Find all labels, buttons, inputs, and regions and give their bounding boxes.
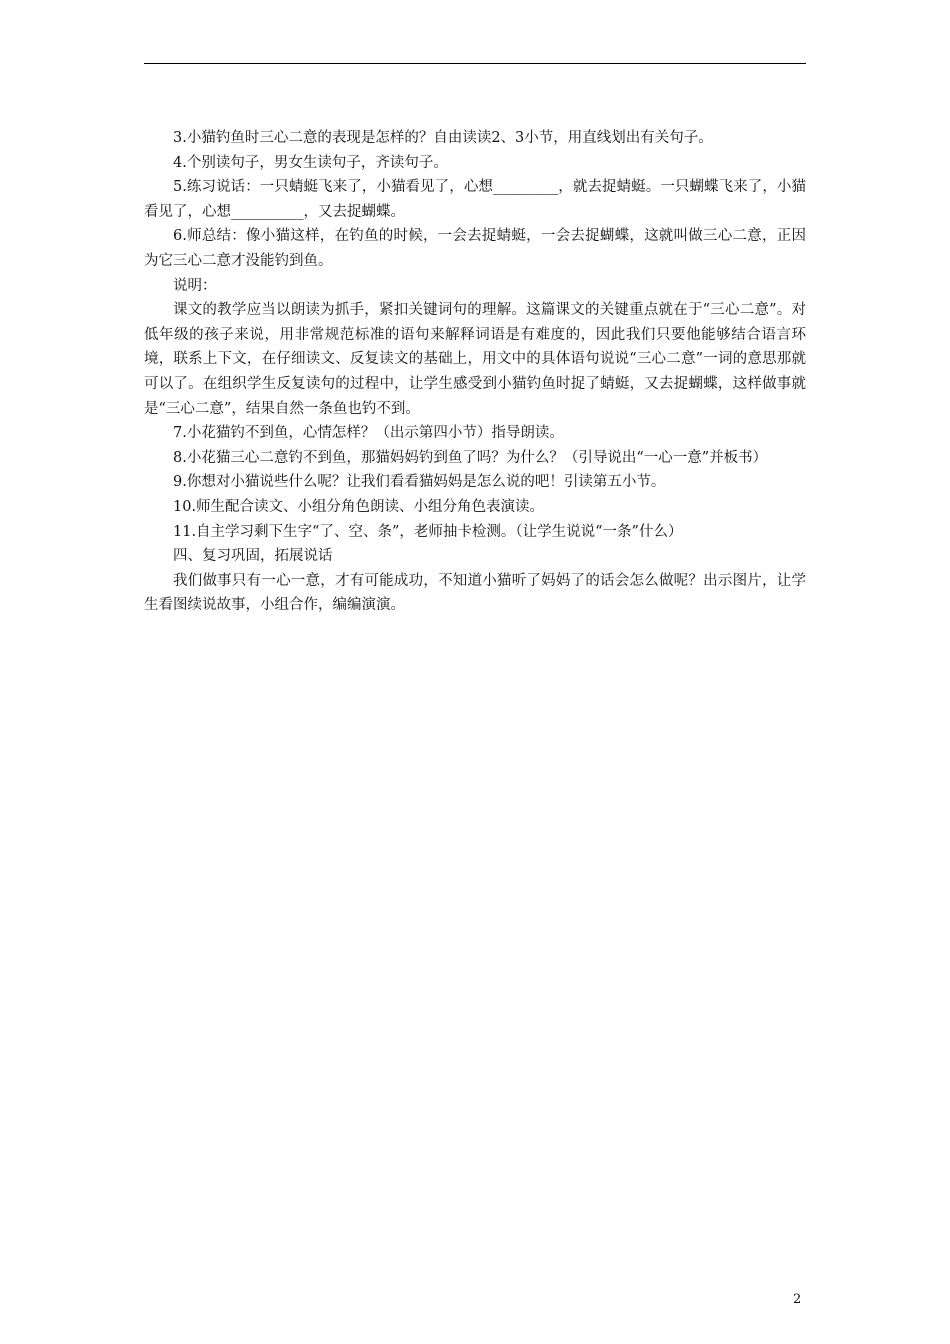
paragraph-item-9: 9.你想对小猫说些什么呢？让我们看看猫妈妈是怎么说的吧！引读第五小节。 — [173, 474, 666, 491]
section-heading-review: 四、复习巩固，拓展说话 — [173, 548, 333, 565]
paragraph-item-11: 11.自主学习剩下生字“了、空、条”，老师抽卡检测。（让学生说说“一条”什么） — [173, 523, 683, 540]
paragraph-explanation-body: 课文的教学应当以朗读为抓手，紧扣关键词句的理解。这篇课文的关键重点就在于“三心二意”。对低年级的孩子来说，用非常规范标准的语句来解释词语是有难度的，因此我们只要他能够结合语言环境，联系上下文，在仔细读文、反复读文的基础上，用文中的具体语句说说“三心二意”一词的意思那就可以了。在组织学生反复读句的过程中，让学生感受到小猫钓鱼时捉了蜻蜓，又去捉蝴蝶，这样做事就是“三心二意”，结果自然一条鱼也钓不到。 — [144, 302, 806, 417]
paragraph-item-6-teacher-summary: 6.师总结：像小猫这样，在钓鱼的时候，一会去捉蜻蜓，一会去捉蝴蝶，这就叫做三心二意，正因为它三心二意才没能钓到鱼。 — [144, 228, 806, 269]
paragraph-explanation-heading: 说明： — [173, 277, 217, 294]
paragraph-item-4: 4.个别读句子，男女生读句子，齐读句子。 — [173, 154, 448, 171]
paragraph-item-3: 3.小猫钓鱼时三心二意的表现是怎样的？自由读读2、3小节，用直线划出有关句子。 — [173, 130, 713, 146]
paragraph-item-5-speaking-practice: 5.练习说话：一只蜻蜓飞来了，小猫看见了，心想_________，就去捉蜻蜓。一只蝴蝶飞来了，小猫看见了，心想__________，又去捉蝴蝶。 — [144, 179, 806, 220]
document-body — [144, 126, 806, 618]
paragraph-item-8: 8.小花猫三心二意钓不到鱼，那猫妈妈钓到鱼了吗？为什么？（引导说出“一心一意”并板书） — [173, 449, 768, 466]
header-rule — [144, 63, 806, 64]
paragraph-item-10: 10.师生配合读文、小组分角色朗读、小组分角色表演读。 — [173, 498, 545, 515]
page-number: 2 — [793, 1292, 802, 1307]
paragraph-item-7: 7.小花猫钓不到鱼，心情怎样？（出示第四小节）指导朗读。 — [173, 425, 564, 442]
paragraph-closing-activity: 我们做事只有一心一意，才有可能成功，不知道小猫听了妈妈了的话会怎么做呢？出示图片，让学生看图续说故事，小组合作，编编演演。 — [144, 572, 806, 614]
